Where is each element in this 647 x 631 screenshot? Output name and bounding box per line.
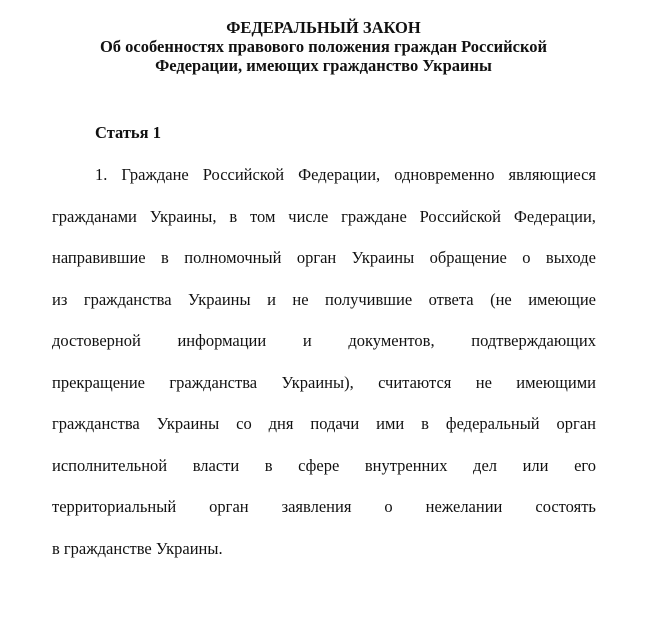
article-word: ими: [376, 414, 405, 433]
article-word: документов,: [348, 331, 435, 350]
article-word: Украины: [351, 248, 415, 267]
article-body: [52, 164, 596, 579]
law-header: [0, 18, 647, 75]
article-word: том: [250, 206, 276, 226]
article-line: [52, 455, 596, 497]
article-word: являющиеся: [508, 165, 596, 184]
article-word: считаются: [378, 372, 452, 392]
article-word: в: [161, 248, 169, 267]
article-line: в гражданстве Украины.: [52, 538, 223, 558]
article-word: Федерации,: [513, 206, 596, 226]
article-word: Украины),: [281, 372, 354, 392]
article-word: орган: [209, 497, 249, 516]
article-word: состоять: [535, 497, 596, 516]
law-title-line-1: Об особенностях правового положения граждан Российской: [99, 37, 548, 56]
article-line: [52, 496, 596, 538]
article-word: из: [52, 289, 68, 309]
article-line: [52, 164, 596, 206]
article-word: гражданами: [52, 206, 137, 226]
article-line: [52, 289, 596, 331]
article-word: имеющими: [516, 372, 596, 392]
article-word: сфере: [298, 455, 340, 475]
article-word: Украины: [156, 414, 220, 433]
article-word: в: [421, 414, 429, 433]
article-word: граждане: [341, 206, 407, 226]
article-word: гражданства: [52, 414, 140, 433]
article-word: не: [475, 372, 492, 392]
article-word: дня: [268, 414, 294, 433]
article-word: со: [236, 414, 252, 433]
article-word: направившие: [52, 248, 146, 267]
article-word: или: [522, 455, 549, 475]
article-word: внутренних: [364, 455, 448, 475]
article-line: [52, 247, 596, 289]
article-line: [52, 206, 596, 248]
article-word: информации: [177, 331, 267, 350]
article-word: не: [292, 289, 309, 309]
article-word: Граждане: [121, 165, 189, 184]
article-word: о: [384, 497, 393, 516]
article-word: о: [522, 248, 531, 267]
article-word: Российской: [419, 206, 501, 226]
article-word: дел: [473, 455, 497, 475]
article-word: в: [264, 455, 273, 475]
article-word: ответа: [428, 289, 474, 309]
article-word: Украины,: [149, 206, 217, 226]
law-type-title: ФЕДЕРАЛЬНЫЙ ЗАКОН: [226, 18, 421, 37]
article-word: Украины: [188, 289, 251, 309]
article-word: территориальный: [52, 497, 177, 516]
article-word: его: [574, 455, 596, 475]
article-word: подачи: [310, 414, 360, 433]
article-word: Федерации,: [298, 165, 381, 184]
article-word: гражданства: [169, 372, 258, 392]
article-word: обращение: [429, 248, 507, 267]
article-heading: Статья 1: [95, 123, 161, 142]
article-word: 1.: [95, 165, 108, 184]
article-word: орган: [296, 248, 337, 267]
article-word: гражданства: [83, 289, 172, 309]
article-word: прекращение: [52, 372, 146, 392]
article-word: выходе: [545, 248, 596, 267]
article-word: числе: [288, 206, 329, 226]
article-word: достоверной: [52, 331, 141, 350]
article-word: в: [229, 206, 238, 226]
article-word: федеральный: [445, 414, 540, 433]
article-line: [52, 413, 596, 455]
article-word: получившие: [325, 289, 413, 309]
article-word: Российской: [202, 165, 285, 184]
article-line: [52, 330, 596, 372]
article-word: и: [267, 289, 276, 309]
article-word: имеющие: [528, 289, 596, 309]
article-line: [52, 372, 596, 414]
article-word: заявления: [281, 497, 352, 516]
article-word: власти: [192, 455, 240, 475]
article-word: нежелании: [425, 497, 503, 516]
law-title-line-2: Федерации, имеющих гражданство Украины: [155, 56, 492, 75]
article-word: одновременно: [394, 165, 495, 184]
article-word: подтверждающих: [471, 331, 596, 350]
article-word: и: [302, 331, 312, 350]
article-word: полномочный: [184, 248, 282, 267]
article-word: орган: [556, 414, 596, 433]
article-word: (не: [490, 289, 512, 309]
article-word: исполнительной: [52, 455, 168, 475]
